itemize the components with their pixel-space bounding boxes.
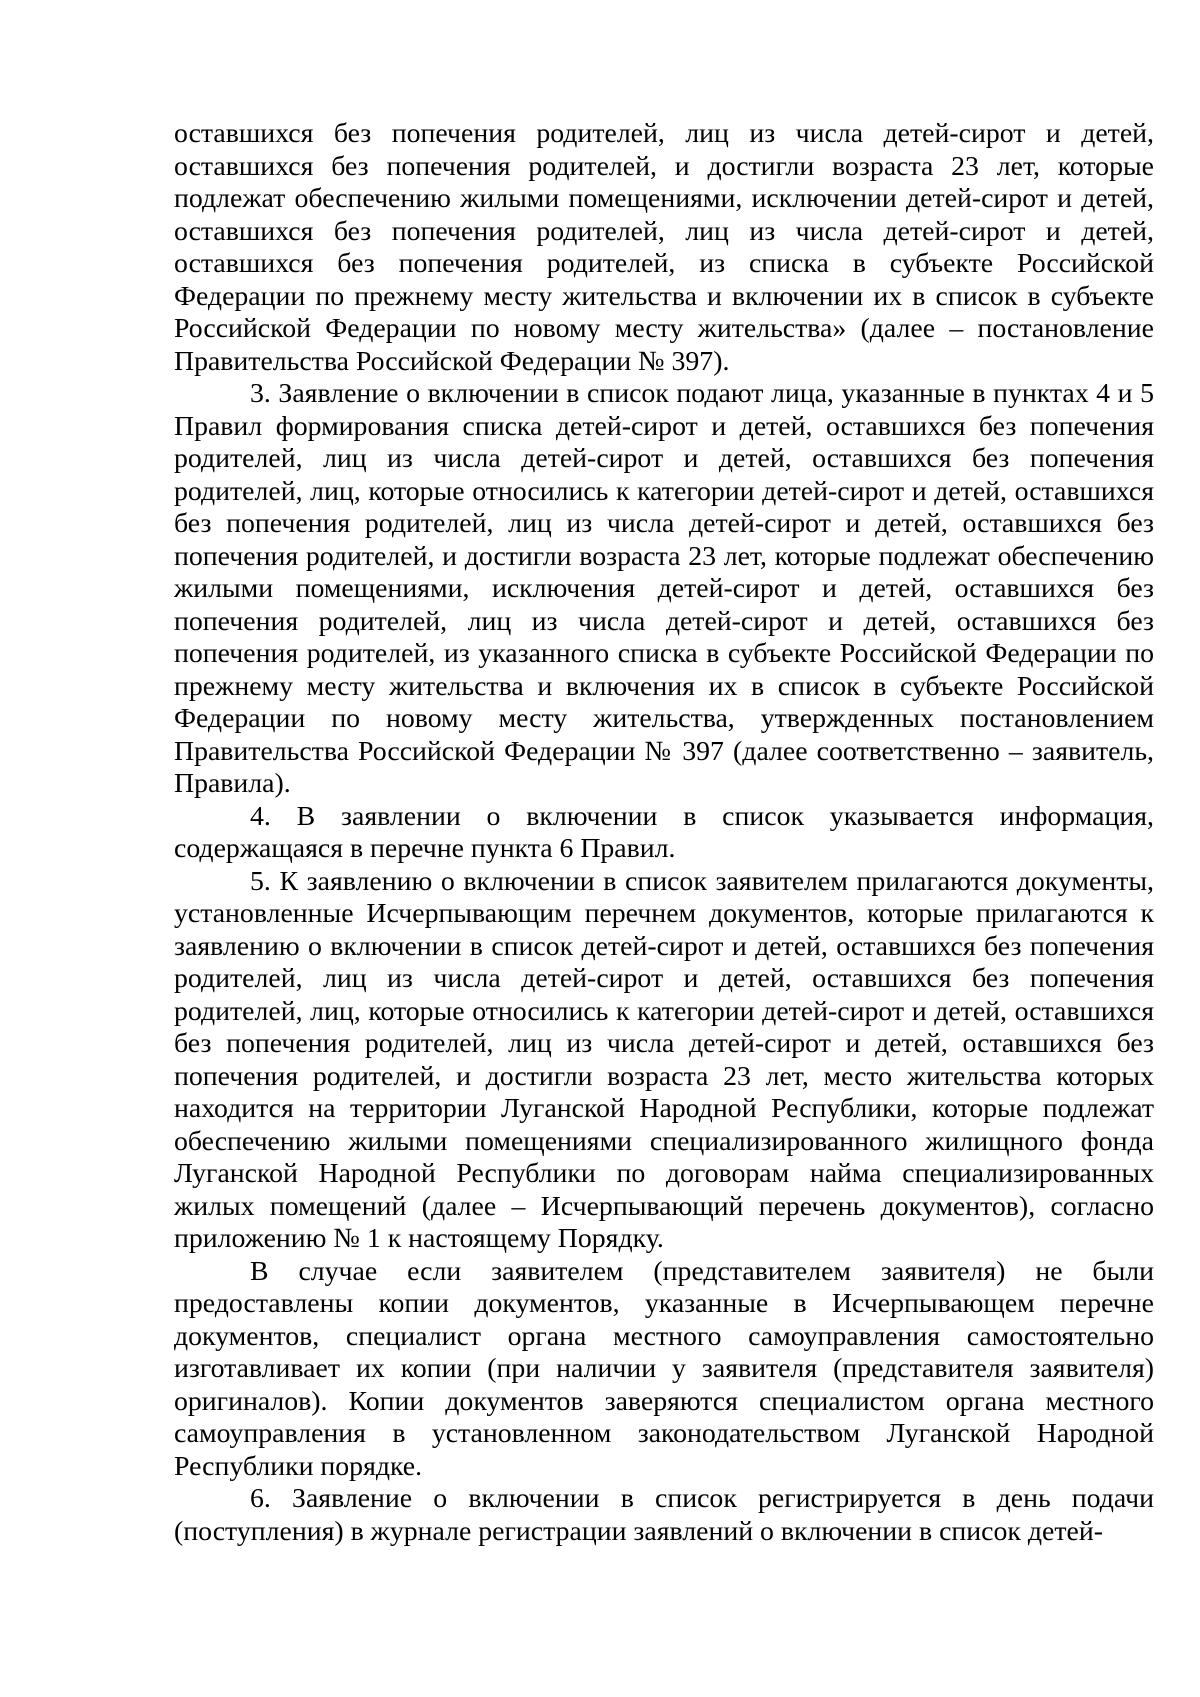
paragraph-item-3: 3. Заявление о включении в список подают лица, указанные в пунктах 4 и 5 Правил формирования списка детей-сирот и детей, оставшихся без попечения родителей, лиц из числа детей-сирот и детей, оставшихся без попечения родителей, лиц, которые относились к категории детей-сирот и детей, оставшихся без попечения родителей, лиц из числа детей-сирот и детей, оставшихся без попечения родителей, и достигли возраста 23 лет, которые подлежат обеспечению жилыми помещениями, исключения детей-сирот и детей, оставшихся без попечения родителей, лиц из числа детей-сирот и детей, оставшихся без попечения родителей, из указанного списка в субъекте Российской Федерации по прежнему месту жительства и включения их в список в субъекте Российской Федерации по новому месту жительства, утвержденных постановлением Правительства Российской Федерации № 397 (далее соответственно – заявитель, Правила). <box>174 378 1154 799</box>
paragraph-item-4: 4. В заявлении о включении в список указывается информация, содержащаяся в перечне пункта 6 Правил. <box>174 800 1154 864</box>
paragraph-continuation: оставшихся без попечения родителей, лиц из числа детей-сирот и детей, оставшихся без попечения родителей, и достигли возраста 23 лет, которые подлежат обеспечению жилыми помещениями, исключении детей-сирот и детей, оставшихся без попечения родителей, лиц из числа детей-сирот и детей, оставшихся без попечения родителей, из списка в субъекте Российской Федерации по прежнему месту жительства и включении их в список в субъекте Российской Федерации по новому месту жительства» (далее – постановление Правительства Российской Федерации № 397). <box>174 118 1154 377</box>
paragraph-copies-note: В случае если заявителем (представителем заявителя) не были предоставлены копии документов, указанные в Исчерпывающем перечне документов, специалист органа местного самоуправления самостоятельно изготавливает их копии (при наличии у заявителя (представителя заявителя) оригиналов). Копии документов заверяются специалистом органа местного самоуправления в установленном законодательством Луганской Народной Республики порядке. <box>174 1255 1154 1482</box>
paragraph-item-5: 5. К заявлению о включении в список заявителем прилагаются документы, установленные Исчерпывающим перечнем документов, которые прилагаются к заявлению о включении в список детей-сирот и детей, оставшихся без попечения родителей, лиц из числа детей-сирот и детей, оставшихся без попечения родителей, лиц, которые относились к категории детей-сирот и детей, оставшихся без попечения родителей, лиц из числа детей-сирот и детей, оставшихся без попечения родителей, и достигли возраста 23 лет, место жительства которых находится на территории Луганской Народной Республики, которые подлежат обеспечению жилыми помещениями специализированного жилищного фонда Луганской Народной Республики по договорам найма специализированных жилых помещений (далее – Исчерпывающий перечень документов), согласно приложению № 1 к настоящему Порядку. <box>174 865 1154 1254</box>
paragraph-item-6: 6. Заявление о включении в список регистрируется в день подачи (поступления) в журнале регистрации заявлений о включении в список детей- <box>174 1483 1154 1547</box>
document-page <box>174 118 1154 1548</box>
